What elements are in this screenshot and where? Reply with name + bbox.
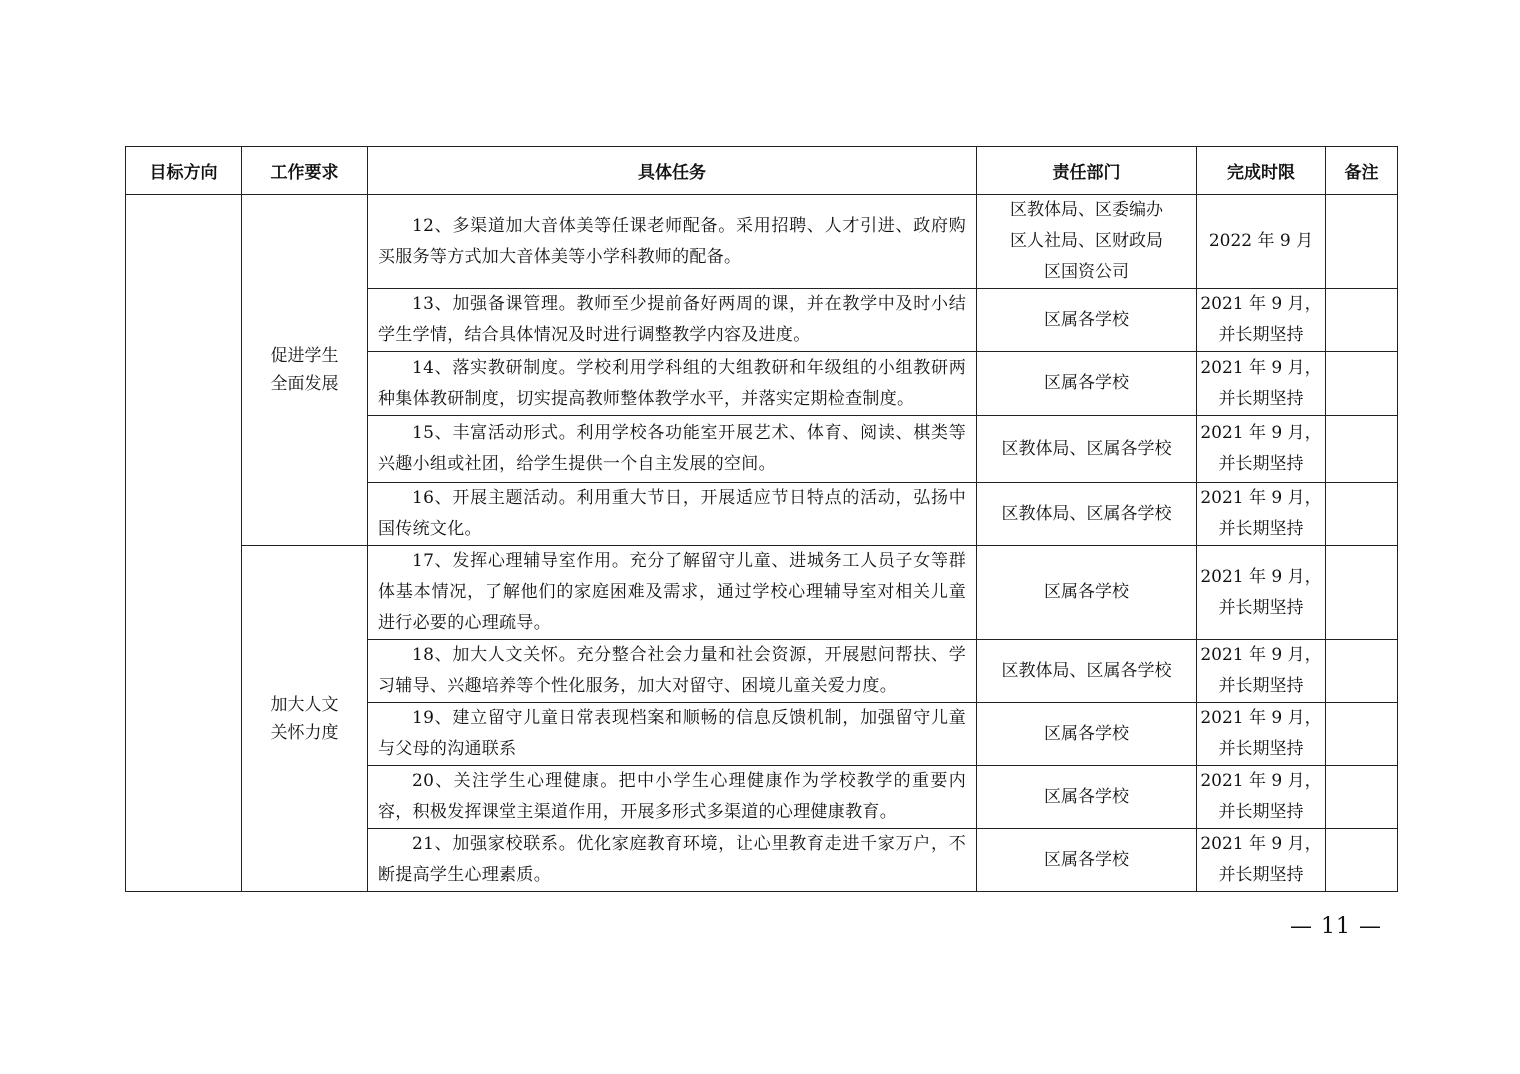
note-cell [1326, 483, 1398, 546]
dept-cell: 区属各学校 [977, 289, 1197, 352]
dept-cell: 区教体局、区委编办 区人社局、区财政局 区国资公司 [977, 195, 1197, 289]
task-cell: 18、加大人文关怀。充分整合社会力量和社会资源，开展慰问帮扶、学习辅导、兴趣培养等个性化服务，加大对留守、困境儿童关爱力度。 [368, 640, 977, 703]
dept-cell: 区属各学校 [977, 829, 1197, 892]
deadline-cell: 2021 年 9 月， 并长期坚持 [1197, 416, 1326, 483]
dept-cell: 区属各学校 [977, 352, 1197, 416]
header-deadline: 完成时限 [1197, 147, 1326, 195]
task-cell: 16、开展主题活动。利用重大节日，开展适应节日特点的活动，弘扬中国传统文化。 [368, 483, 977, 546]
note-cell [1326, 289, 1398, 352]
header-requirement: 工作要求 [242, 147, 368, 195]
table-row [126, 546, 1398, 640]
note-cell [1326, 829, 1398, 892]
note-cell [1326, 766, 1398, 829]
task-cell: 21、加强家校联系。优化家庭教育环境，让心里教育走进千家万户，不断提高学生心理素质。 [368, 829, 977, 892]
deadline-cell: 2021 年 9 月， 并长期坚持 [1197, 829, 1326, 892]
table-row [126, 195, 1398, 289]
header-task: 具体任务 [368, 147, 977, 195]
deadline-cell: 2021 年 9 月， 并长期坚持 [1197, 483, 1326, 546]
deadline-cell: 2021 年 9 月， 并长期坚持 [1197, 289, 1326, 352]
dept-cell: 区教体局、区属各学校 [977, 640, 1197, 703]
note-cell [1326, 195, 1398, 289]
note-cell [1326, 703, 1398, 766]
note-cell [1326, 546, 1398, 640]
task-cell: 19、建立留守儿童日常表现档案和顺畅的信息反馈机制，加强留守儿童与父母的沟通联系 [368, 703, 977, 766]
task-cell: 13、加强备课管理。教师至少提前备好两周的课，并在教学中及时小结学生学情，结合具体情况及时进行调整教学内容及进度。 [368, 289, 977, 352]
requirement-cell: 促进学生 全面发展 [242, 195, 368, 546]
direction-cell [126, 195, 242, 892]
note-cell [1326, 416, 1398, 483]
note-cell [1326, 640, 1398, 703]
dept-cell: 区属各学校 [977, 546, 1197, 640]
deadline-cell: 2021 年 9 月， 并长期坚持 [1197, 546, 1326, 640]
deadline-cell: 2021 年 9 月， 并长期坚持 [1197, 352, 1326, 416]
requirement-cell: 加大人文 关怀力度 [242, 546, 368, 892]
table-header-row [126, 147, 1398, 195]
header-note: 备注 [1326, 147, 1398, 195]
header-direction: 目标方向 [126, 147, 242, 195]
task-cell: 14、落实教研制度。学校利用学科组的大组教研和年级组的小组教研两种集体教研制度，切实提高教师整体教学水平，并落实定期检查制度。 [368, 352, 977, 416]
task-cell: 20、关注学生心理健康。把中小学生心理健康作为学校教学的重要内容，积极发挥课堂主渠道作用，开展多形式多渠道的心理健康教育。 [368, 766, 977, 829]
dept-cell: 区教体局、区属各学校 [977, 416, 1197, 483]
task-cell: 12、多渠道加大音体美等任课老师配备。采用招聘、人才引进、政府购买服务等方式加大音体美等小学科教师的配备。 [368, 195, 977, 289]
deadline-cell: 2021 年 9 月， 并长期坚持 [1197, 703, 1326, 766]
task-cell: 15、丰富活动形式。利用学校各功能室开展艺术、体育、阅读、棋类等兴趣小组或社团，给学生提供一个自主发展的空间。 [368, 416, 977, 483]
deadline-cell: 2021 年 9 月， 并长期坚持 [1197, 766, 1326, 829]
deadline-cell: 2021 年 9 月， 并长期坚持 [1197, 640, 1326, 703]
dept-cell: 区属各学校 [977, 703, 1197, 766]
deadline-cell: 2022 年 9 月 [1197, 195, 1326, 289]
task-cell: 17、发挥心理辅导室作用。充分了解留守儿童、进城务工人员子女等群体基本情况，了解他们的家庭困难及需求，通过学校心理辅导室对相关儿童进行必要的心理疏导。 [368, 546, 977, 640]
header-dept: 责任部门 [977, 147, 1197, 195]
dept-cell: 区教体局、区属各学校 [977, 483, 1197, 546]
dept-cell: 区属各学校 [977, 766, 1197, 829]
page-number: — 11 — [1290, 914, 1382, 939]
task-table [125, 146, 1398, 892]
note-cell [1326, 352, 1398, 416]
